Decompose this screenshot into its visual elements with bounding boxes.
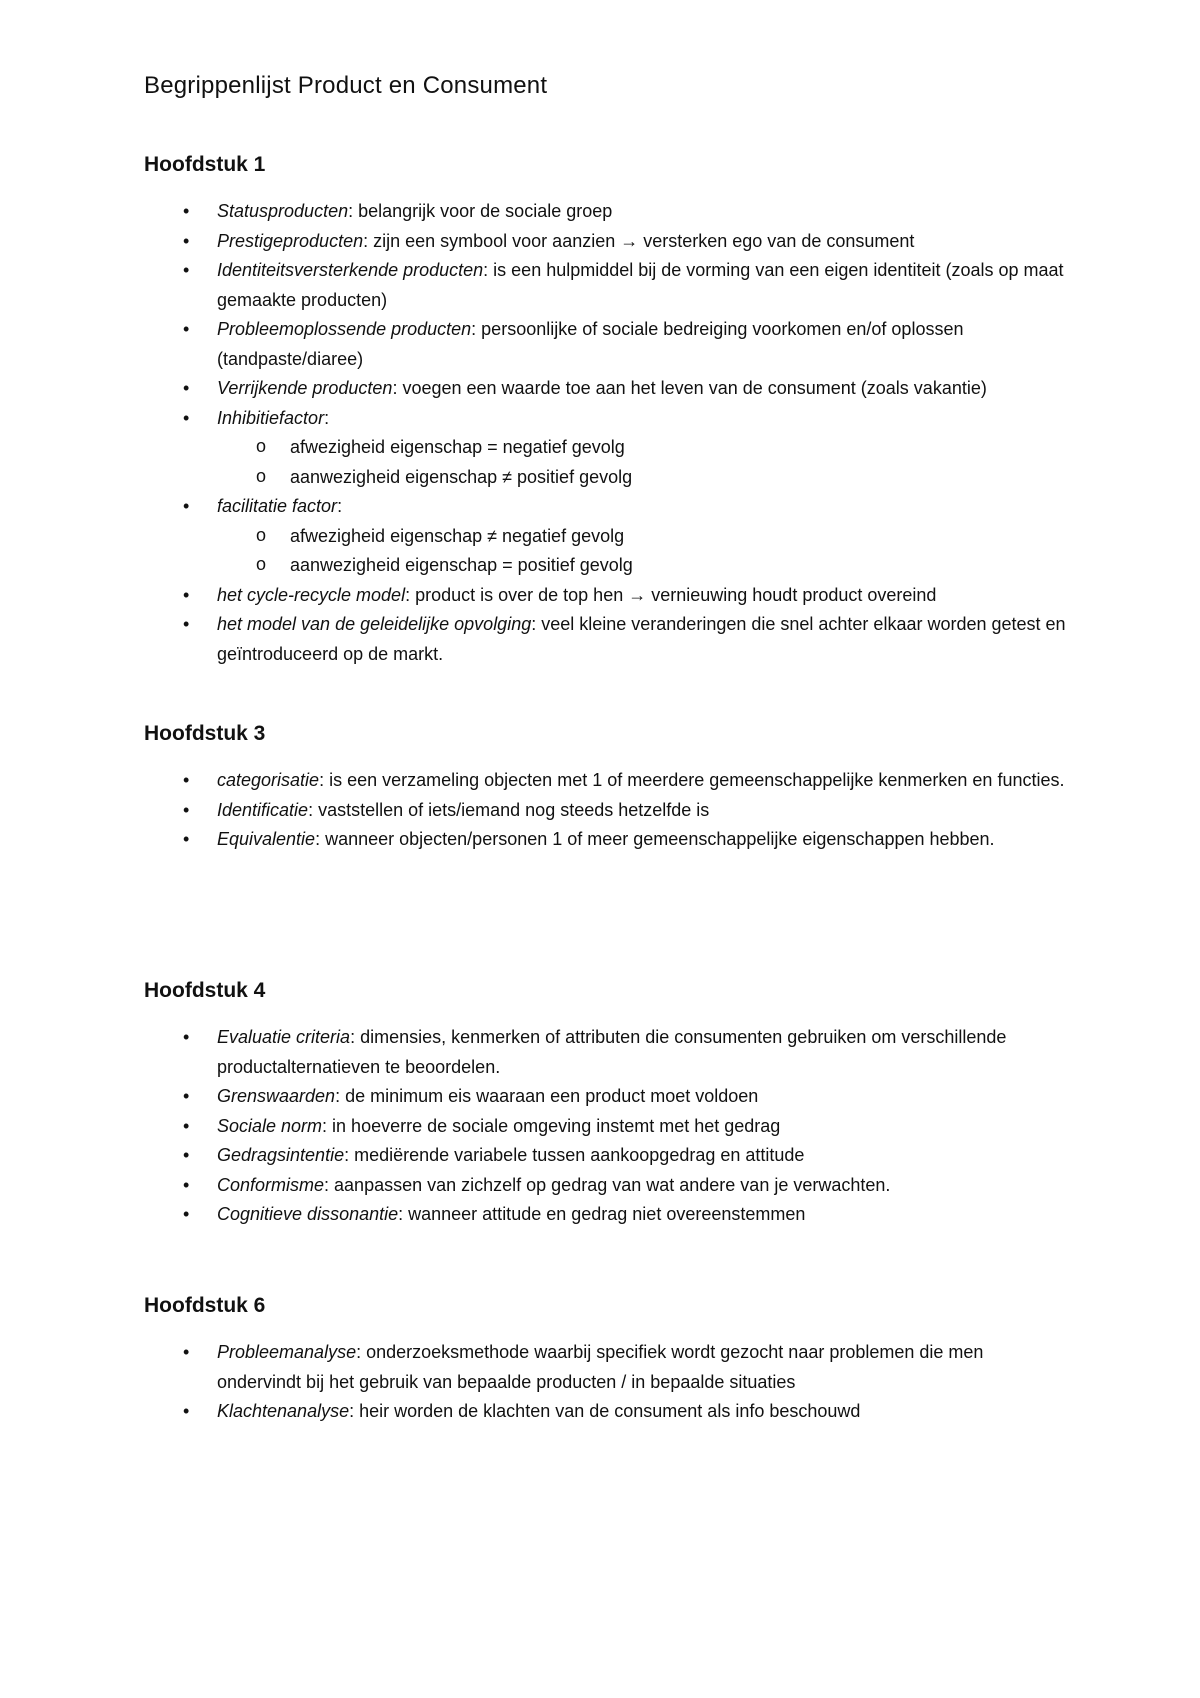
- chapter-heading: Hoofdstuk 6: [144, 1294, 266, 1317]
- term-definition: :: [324, 407, 330, 428]
- term-name: Gedragsintentie: [217, 1145, 345, 1165]
- term-item: [0, 610, 1200, 669]
- bullet-icon: •: [183, 378, 190, 398]
- term-definition: : onderzoeksmethode waarbij specifiek wordt gezocht naar problemen die men ondervindt bij het gebruik van bepaalde producten / in bepaalde situaties: [217, 1342, 984, 1392]
- sub-item-text: aanwezigheid eigenschap = positief gevolg: [290, 555, 633, 575]
- term-item: [0, 1112, 1200, 1142]
- term-item: [0, 404, 1200, 493]
- sub-list: [217, 433, 1070, 492]
- term-definition: : product is over de top hen → vernieuwing houdt product overeind: [405, 584, 937, 605]
- bullet-icon: •: [183, 201, 190, 221]
- term-definition: : wanneer attitude en gedrag niet overeenstemmen: [398, 1204, 806, 1224]
- term-item: [0, 197, 1200, 227]
- term-list: [0, 1338, 1200, 1427]
- sub-item-text: afwezigheid eigenschap ≠ negatief gevolg: [290, 525, 625, 546]
- term-name: Cognitieve dissonantie: [217, 1204, 399, 1224]
- term-definition: : zijn een symbool voor aanzien → versterken ego van de consument: [363, 230, 915, 251]
- term-item: [0, 796, 1200, 826]
- document-title: Begrippenlijst Product en Consument: [144, 72, 548, 99]
- term-definition: : heir worden de klachten van de consument als info beschouwd: [349, 1401, 861, 1421]
- chapter-heading: Hoofdstuk 4: [144, 979, 266, 1002]
- bullet-icon: •: [183, 770, 190, 790]
- bullet-icon: •: [183, 584, 190, 605]
- term-list: [0, 766, 1200, 855]
- term-definition: : wanneer objecten/personen 1 of meer gemeenschappelijke eigenschappen hebben.: [315, 829, 995, 849]
- term-list: [0, 197, 1200, 669]
- sub-item-text: afwezigheid eigenschap = negatief gevolg: [290, 437, 625, 457]
- chapter-heading: Hoofdstuk 3: [144, 722, 266, 745]
- term-name: Inhibitiefactor: [217, 407, 325, 428]
- term-definition: : vaststellen of iets/iemand nog steeds hetzelfde is: [308, 799, 710, 820]
- sub-item: [217, 463, 1070, 493]
- sub-item: [217, 551, 1070, 581]
- term-definition: :: [337, 496, 343, 516]
- term-name: Identificatie: [217, 799, 309, 820]
- term-name: Identiteitsversterkende producten: [217, 260, 484, 280]
- term-item: [0, 1141, 1200, 1171]
- term-definition: : in hoeverre de sociale omgeving instemt met het gedrag: [322, 1115, 781, 1136]
- term-name: Prestigeproducten: [217, 230, 364, 251]
- bullet-icon: •: [183, 496, 190, 516]
- term-name: het cycle-recycle model: [217, 584, 406, 605]
- bullet-icon: •: [183, 260, 190, 280]
- term-name: facilitatie factor: [217, 496, 338, 516]
- bullet-icon: •: [183, 1115, 190, 1136]
- term-definition: : de minimum eis waaraan een product moet voldoen: [335, 1086, 759, 1106]
- sub-bullet-icon: o: [256, 436, 267, 456]
- bullet-icon: •: [183, 1027, 190, 1047]
- term-name: het model van de geleidelijke opvolging: [217, 614, 532, 634]
- term-item: [0, 1397, 1200, 1427]
- term-definition: : is een verzameling objecten met 1 of meerdere gemeenschappelijke kenmerken en functies.: [319, 770, 1065, 790]
- term-name: Conformisme: [217, 1174, 325, 1195]
- bullet-icon: •: [183, 407, 190, 428]
- sub-bullet-icon: o: [256, 554, 267, 574]
- term-definition: : belangrijk voor de sociale groep: [348, 201, 613, 221]
- bullet-icon: •: [183, 319, 190, 339]
- term-item: [0, 825, 1200, 855]
- term-definition: : veel kleine veranderingen die snel achter elkaar worden getest en geïntroduceerd op de markt.: [217, 614, 1066, 664]
- term-item: [0, 315, 1200, 374]
- term-definition: : is een hulpmiddel bij de vorming van een eigen identiteit (zoals op maat gemaakte producten): [217, 260, 1064, 310]
- term-definition: : dimensies, kenmerken of attributen die consumenten gebruiken om verschillende productalternatieven te beoordelen.: [217, 1027, 1007, 1077]
- term-item: [0, 1082, 1200, 1112]
- bullet-icon: •: [183, 829, 190, 849]
- sub-item-text: aanwezigheid eigenschap ≠ positief gevolg: [290, 466, 633, 487]
- term-item: [0, 374, 1200, 404]
- term-list: [0, 1023, 1200, 1230]
- term-item: [0, 1171, 1200, 1201]
- chapter-heading: Hoofdstuk 1: [144, 153, 266, 176]
- term-name: Klachtenanalyse: [217, 1401, 350, 1421]
- bullet-icon: •: [183, 1342, 190, 1362]
- term-item: [0, 1338, 1200, 1397]
- bullet-icon: •: [183, 230, 190, 251]
- bullet-icon: •: [183, 1086, 190, 1106]
- term-item: [0, 492, 1200, 581]
- bullet-icon: •: [183, 1401, 190, 1421]
- term-definition: : aanpassen van zichzelf op gedrag van wat andere van je verwachten.: [324, 1174, 891, 1195]
- term-name: Probleemoplossende producten: [217, 319, 472, 339]
- term-name: Evaluatie criteria: [217, 1027, 351, 1047]
- term-item: [0, 1023, 1200, 1082]
- sub-bullet-icon: o: [256, 524, 267, 545]
- term-item: [0, 227, 1200, 257]
- term-definition: : mediërende variabele tussen aankoopgedrag en attitude: [344, 1145, 805, 1165]
- term-name: Sociale norm: [217, 1115, 323, 1136]
- term-definition: : persoonlijke of sociale bedreiging voorkomen en/of oplossen (tandpaste/diaree): [217, 319, 964, 369]
- bullet-icon: •: [183, 614, 190, 634]
- bullet-icon: •: [183, 1174, 190, 1195]
- term-item: [0, 766, 1200, 796]
- bullet-icon: •: [183, 799, 190, 820]
- sub-bullet-icon: o: [256, 465, 267, 486]
- term-name: Equivalentie: [217, 829, 316, 849]
- term-name: Verrijkende producten: [217, 378, 393, 398]
- sub-item: [217, 433, 1070, 463]
- term-definition: : voegen een waarde toe aan het leven van de consument (zoals vakantie): [392, 378, 987, 398]
- bullet-icon: •: [183, 1145, 190, 1165]
- term-name: Probleemanalyse: [217, 1342, 357, 1362]
- term-item: [0, 581, 1200, 611]
- sub-list: [217, 522, 1070, 581]
- term-item: [0, 1200, 1200, 1230]
- bullet-icon: •: [183, 1204, 190, 1224]
- term-name: Grenswaarden: [217, 1086, 336, 1106]
- term-name: categorisatie: [217, 770, 320, 790]
- term-name: Statusproducten: [217, 201, 349, 221]
- sub-item: [217, 522, 1070, 552]
- term-item: [0, 256, 1200, 315]
